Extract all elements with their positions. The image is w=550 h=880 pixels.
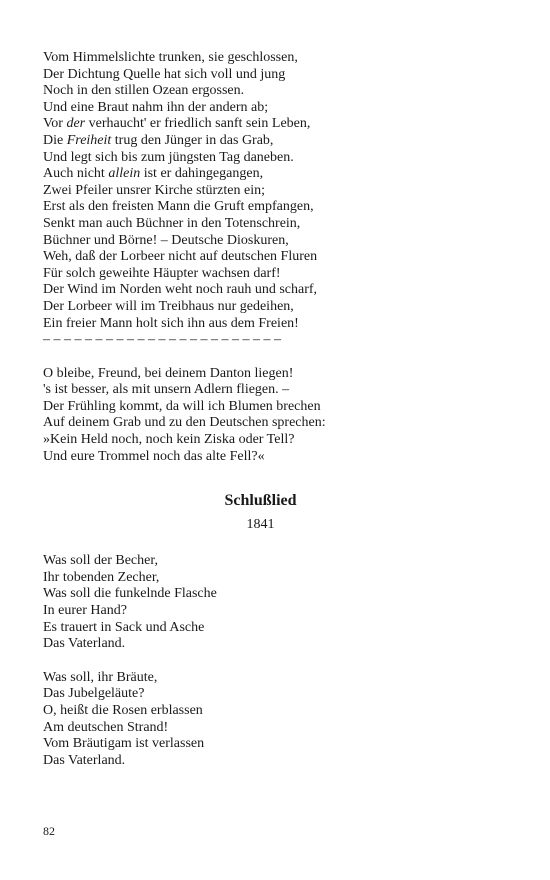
verse-text: Weh, daß der Lorbeer nicht auf deutschen Fluren <box>43 249 318 265</box>
verse-text: Am deutschen Strand! <box>43 719 169 735</box>
verse-line <box>43 216 513 233</box>
verse-line <box>43 382 513 399</box>
verse-line <box>43 150 513 167</box>
poem1-stanza2 <box>43 366 513 466</box>
stanza-gap <box>43 653 513 670</box>
verse-line <box>43 686 513 703</box>
stanza-gap <box>43 349 513 366</box>
verse-text: Und eure Trommel noch das alte Fell?« <box>43 448 265 464</box>
verse-text: Auch nicht <box>43 166 109 182</box>
verse-line <box>43 736 513 753</box>
verse-text: Vom Himmelslichte trunken, sie geschlossen, <box>43 50 298 65</box>
separator-line: – – – – – – – – – – – – – – – – – – – – – – – <box>43 332 281 348</box>
verse-line <box>43 553 513 570</box>
verse-text: Noch in den stillen Ozean ergossen. <box>43 83 245 99</box>
verse-line <box>43 570 513 587</box>
verse-line <box>43 620 513 637</box>
verse-line <box>43 83 513 100</box>
verse-line <box>43 753 513 770</box>
verse-text: Ihr tobenden Zecher, <box>43 569 160 585</box>
verse-line <box>43 282 513 299</box>
verse-line <box>43 586 513 603</box>
verse-text: Der Dichtung Quelle hat sich voll und jung <box>43 66 286 82</box>
verse-text: trug den Jünger in das Grab, <box>111 132 274 148</box>
verse-text: O, heißt die Rosen erblassen <box>43 703 203 718</box>
poem-year: 1841 <box>246 517 275 533</box>
verse-line <box>43 720 513 737</box>
verse-line <box>43 166 513 183</box>
emphasized-word: allein <box>108 166 141 182</box>
verse-text: Das Jubelgeläute? <box>43 686 145 702</box>
verse-text: »Kein Held noch, noch kein Ziska oder Tell? <box>43 432 295 448</box>
verse-text: 's ist besser, als mit unsern Adlern fliegen. – <box>43 382 290 398</box>
verse-text: Für solch geweihte Häupter wachsen darf! <box>43 265 281 281</box>
verse-line <box>43 670 513 687</box>
verse-text: Zwei Pfeiler unsrer Kirche stürzten ein; <box>43 182 265 198</box>
verse-line <box>43 703 513 720</box>
verse-line <box>43 399 513 416</box>
verse-line <box>43 636 513 653</box>
page-number: 82 <box>43 824 55 838</box>
poem1-stanza1 <box>43 50 513 332</box>
emphasized-word: der <box>66 116 86 132</box>
verse-text: Und eine Braut nahm ihn der andern ab; <box>43 99 269 115</box>
verse-text: Der Wind im Norden weht noch rauh und scharf, <box>43 282 318 298</box>
poem2-stanza1 <box>43 553 513 653</box>
verse-line <box>43 603 513 620</box>
verse-line <box>43 100 513 117</box>
verse-line <box>43 366 513 383</box>
verse-line <box>43 183 513 200</box>
verse-text: Der Frühling kommt, da will ich Blumen brechen <box>43 398 321 414</box>
verse-line <box>43 133 513 150</box>
verse-line <box>43 233 513 250</box>
page-body <box>43 50 513 769</box>
poem2-stanza2 <box>43 670 513 770</box>
verse-text: Der Lorbeer will im Treibhaus nur gedeihen, <box>43 298 294 314</box>
verse-text: Senkt man auch Büchner in den Totenschrein, <box>43 215 301 231</box>
verse-text: Erst als den freisten Mann die Gruft empfangen, <box>43 199 314 215</box>
verse-text: Auf deinem Grab und zu den Deutschen sprechen: <box>43 415 326 431</box>
verse-line <box>43 67 513 84</box>
verse-text: Was soll, ihr Bräute, <box>43 669 158 685</box>
verse-line <box>43 266 513 283</box>
poem-title: Schlußlied <box>224 492 297 510</box>
verse-text: Das Vaterland. <box>43 752 126 768</box>
verse-text: In eurer Hand? <box>43 603 127 619</box>
verse-text: Was soll die funkelnde Flasche <box>43 586 217 602</box>
verse-line <box>43 432 513 449</box>
verse-line <box>43 50 513 67</box>
verse-text: O bleibe, Freund, bei deinem Danton liegen! <box>43 365 294 381</box>
verse-line <box>43 449 513 466</box>
verse-text: Büchner und Börne! – Deutsche Dioskuren, <box>43 232 289 248</box>
emphasized-word: Freiheit <box>66 132 112 148</box>
verse-line <box>43 316 513 333</box>
verse-text: Es trauert in Sack und Asche <box>43 619 205 635</box>
verse-text: Die <box>43 132 67 148</box>
verse-text: Vor <box>43 116 67 132</box>
verse-line <box>43 415 513 432</box>
verse-text: Das Vaterland. <box>43 636 126 652</box>
verse-line <box>43 249 513 266</box>
verse-text: Und legt sich bis zum jüngsten Tag daneben. <box>43 149 294 165</box>
verse-text: ist er dahingegangen, <box>140 166 264 182</box>
verse-text: Was soll der Becher, <box>43 553 158 569</box>
verse-line <box>43 199 513 216</box>
verse-text: verhaucht' er friedlich sanft sein Leben, <box>85 116 311 132</box>
verse-text: Vom Bräutigam ist verlassen <box>43 736 205 752</box>
verse-line <box>43 299 513 316</box>
verse-line <box>43 116 513 133</box>
verse-text: Ein freier Mann holt sich ihn aus dem Freien! <box>43 315 299 331</box>
